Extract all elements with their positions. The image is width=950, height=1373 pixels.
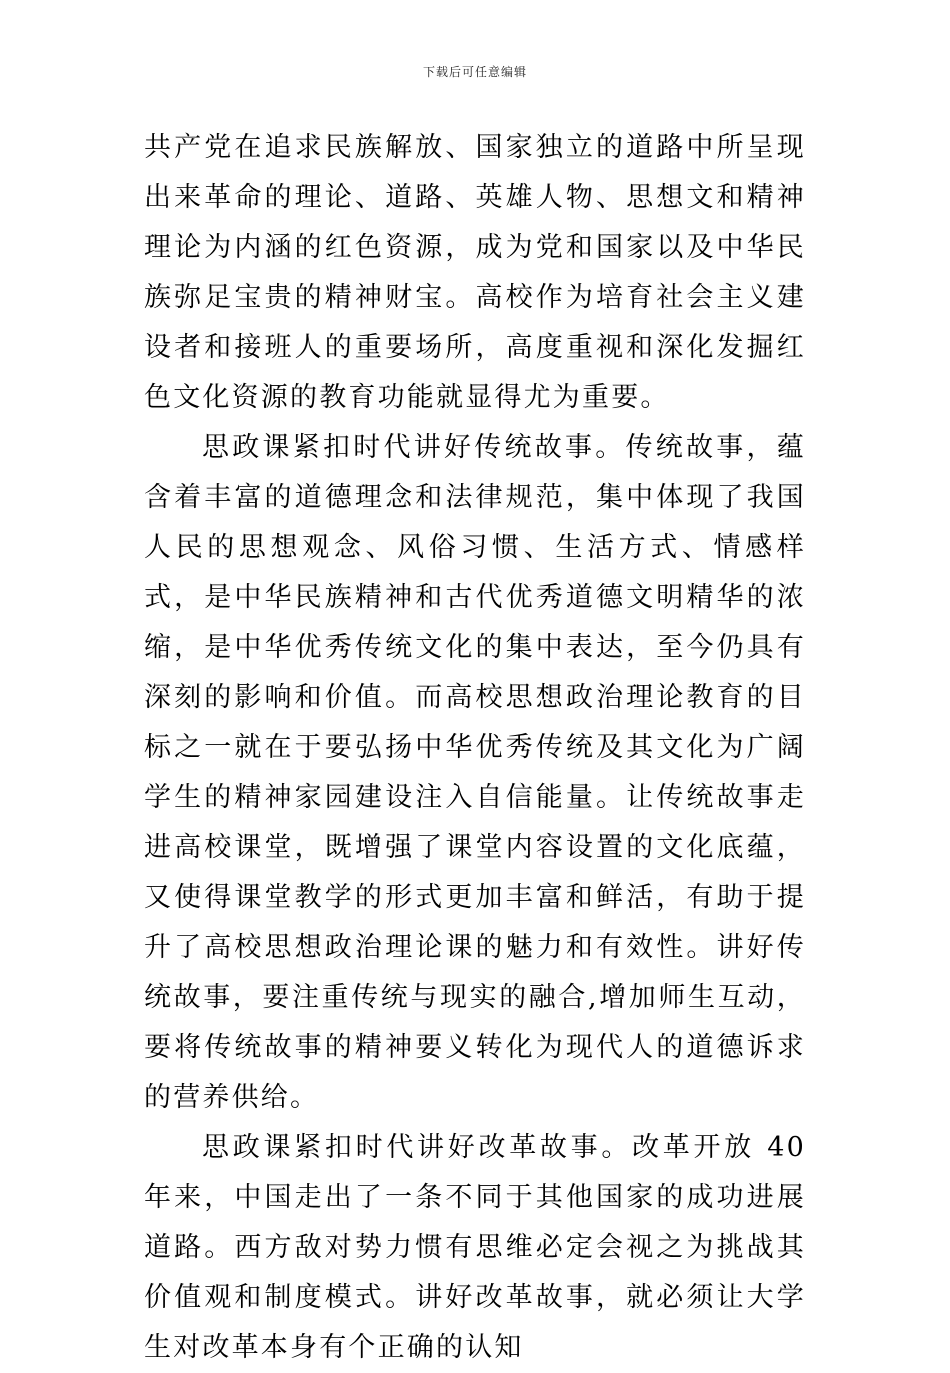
paragraph-2: 思政课紧扣时代讲好传统故事。传统故事，蕴含着丰富的道德理念和法律规范，集中体现了我国人民的思想观念、风俗习惯、生活方式、情感样式，是中华民族精神和古代优秀道德文明精华的浓缩，是中华优秀传统文化的集中表达，至今仍具有深刻的影响和价值。而高校思想政治理论教育的目标之一就在于要弘扬中华优秀传统及其文化为广阔学生的精神家园建设注入自信能量。让传统故事走进高校课堂，既增强了课堂内容设置的文化底蕴，又使得课堂教学的形式更加丰富和鲜活，有助于提升了高校思想政治理论课的魅力和有效性。讲好传统故事，要注重传统与现实的融合,增加师生互动，要将传统故事的精神要义转化为现代人的道德诉求的营养供给。 — [144, 432, 806, 1113]
paragraph-1: 共产党在追求民族解放、国家独立的道路中所呈现出来革命的理论、道路、英雄人物、思想文和精神理论为内涵的红色资源，成为党和国家以及中华民族弥足宝贵的精神财宝。高校作为培育社会主义建设者和接班人的重要场所，高度重视和深化发掘红色文化资源的教育功能就显得尤为重要。 — [144, 132, 806, 413]
document-body — [144, 123, 806, 1373]
paragraph-3: 思政课紧扣时代讲好改革故事。改革开放 40 年来，中国走出了一条不同于其他国家的成功进展道路。西方敌对势力惯有思维必定会视之为挑战其价值观和制度模式。讲好改革故事，就必须让大学生对改革本身有个正确的认知 — [144, 1132, 806, 1363]
page-header: 下载后可任意编辑 — [422, 65, 527, 79]
